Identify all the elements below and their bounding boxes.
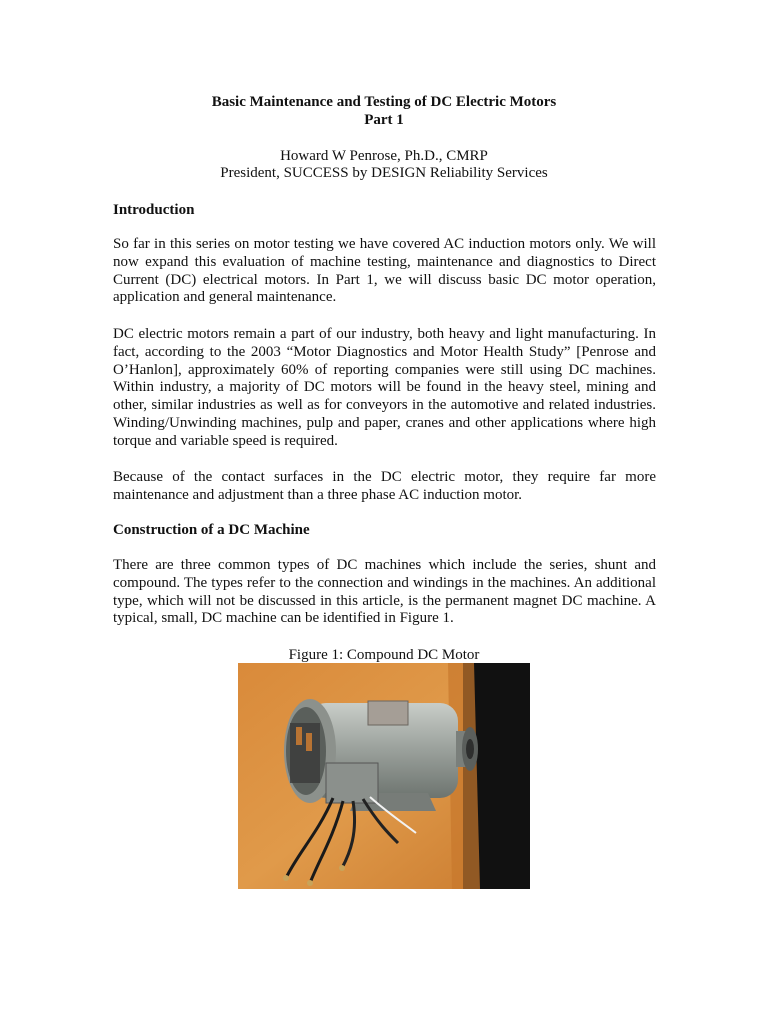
construction-heading: Construction of a DC Machine [113,522,310,538]
document-title: Basic Maintenance and Testing of DC Electric Motors [211,94,557,110]
document-subtitle: Part 1 [364,112,404,128]
intro-paragraph-1: So far in this series on motor testing we have covered AC induction motors only. We will now expand this evaluation of machine testing, maintenance and diagnostics to Direct Current (DC) electrical motors. In Part 1, we will discuss basic DC motor operation, application and general maintenance. [113,236,656,306]
construction-paragraph-1: There are three common types of DC machines which include the series, shunt and compound. The types refer to the connection and windings in the machines. An additional type, which will not be discussed in this article, is the permanent magnet DC machine. A typical, small, DC machine can be identified in Figure 1. [113,557,656,627]
author-affiliation: President, SUCCESS by DESIGN Reliability Services [220,165,548,181]
introduction-heading: Introduction [113,202,195,218]
intro-paragraph-2: DC electric motors remain a part of our industry, both heavy and light manufacturing. In fact, according to the 2003 “Motor Diagnostics and Motor Health Study” [Penrose and O’Hanlon], approximately 60% of reporting companies were still using DC machines. Within industry, a majority of DC motors will be found in the heavy steel, mining and other, similar industries as well as for conveyors in the automotive and related industries. Winding/Unwinding machines, pulp and paper, cranes and other applications where high torque and variable speed is required. [113,326,656,449]
figure-caption: Figure 1: Compound DC Motor [288,647,480,663]
intro-paragraph-3: Because of the contact surfaces in the DC electric motor, they require far more maintenance and adjustment than a three phase AC induction motor. [113,469,656,503]
author-name: Howard W Penrose, Ph.D., CMRP [280,148,488,164]
motor-photo [238,663,530,889]
